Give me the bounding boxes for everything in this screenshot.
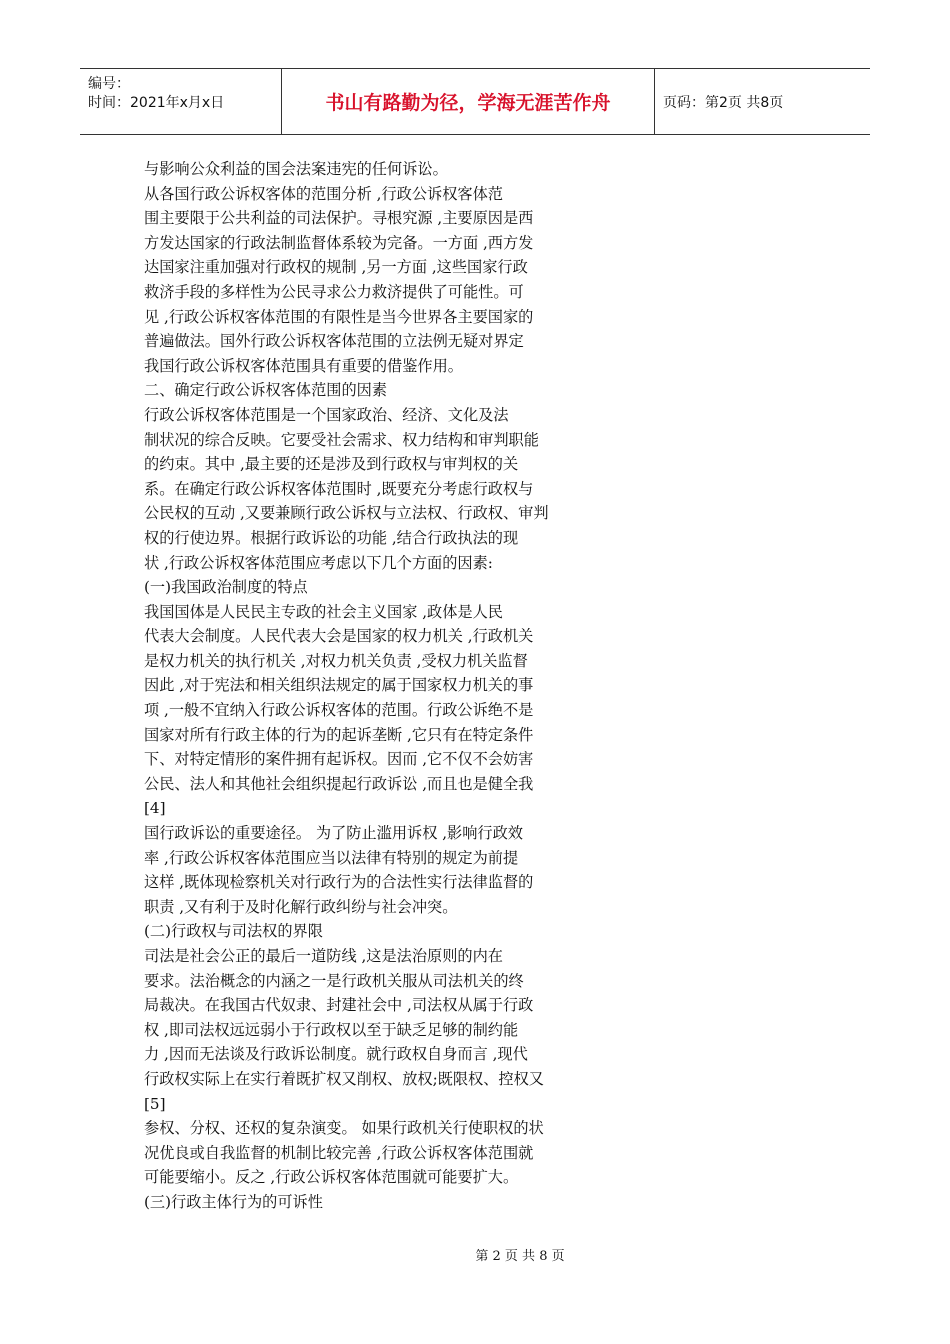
text-line: 权的行使边界。根据行政诉讼的功能 ,结合行政执法的现 <box>144 528 519 547</box>
text-line: 参权、分权、还权的复杂演变。 如果行政机关行使职权的状 <box>144 1119 544 1138</box>
text-line: 职责 ,又有利于及时化解行政纠纷与社会冲突。 <box>144 897 458 916</box>
header-page-number: 页码：第2页 共8页 <box>663 94 784 111</box>
text-line: [5] <box>144 1094 166 1113</box>
text-line: 方发达国家的行政法制监督体系较为完备。一方面 ,西方发 <box>144 233 534 252</box>
text-line: 状 ,行政公诉权客体范围应考虑以下几个方面的因素: <box>144 553 493 572</box>
text-line: 制状况的综合反映。它要受社会需求、权力结构和审判职能 <box>144 430 539 449</box>
text-line: 权 ,即司法权远远弱小于行政权以至于缺乏足够的制约能 <box>144 1020 519 1039</box>
text-line: (二)行政权与司法权的界限 <box>144 922 323 941</box>
text-line: [4] <box>144 799 166 818</box>
text-line: 普遍做法。国外行政公诉权客体范围的立法例无疑对界定 <box>144 332 524 351</box>
text-line: 系。在确定行政公诉权客体范围时 ,既要充分考虑行政权与 <box>144 479 534 498</box>
text-line: (三)行政主体行为的可诉性 <box>144 1192 323 1211</box>
text-line: 救济手段的多样性为公民寻求公力救济提供了可能性。可 <box>144 282 524 301</box>
text-line: 下、对特定情形的案件拥有起诉权。因而 ,它不仅不会妨害 <box>144 750 534 769</box>
text-line: 这样 ,既体现检察机关对行政行为的合法性实行法律监督的 <box>144 873 534 892</box>
text-line: 因此 ,对于宪法和相关组织法规定的属于国家权力机关的事 <box>144 676 534 695</box>
text-line: 的约束。其中 ,最主要的还是涉及到行政权与审判权的关 <box>144 455 519 474</box>
text-line: 从各国行政公诉权客体的范围分析 ,行政公诉权客体范 <box>144 184 503 203</box>
header-motto: 书山有路勤为径，学海无涯苦作舟 <box>282 69 655 134</box>
text-line: 围主要限于公共利益的司法保护。寻根究源 ,主要原因是西 <box>144 209 534 228</box>
document-time-label: 时间：2021年x月x日 <box>88 95 225 111</box>
text-line: 我国行政公诉权客体范围具有重要的借鉴作用。 <box>144 356 463 375</box>
text-line: 公民、法人和其他社会组织提起行政诉讼 ,而且也是健全我 <box>144 774 534 793</box>
text-line: 国行政诉讼的重要途径。 为了防止滥用诉权 ,影响行政效 <box>144 824 523 843</box>
page-footer: 第 2 页 共 8 页 <box>475 1249 565 1264</box>
text-line: 局裁决。在我国古代奴隶、封建社会中 ,司法权从属于行政 <box>144 996 534 1015</box>
page-header <box>80 68 870 135</box>
text-line: 行政公诉权客体范围是一个国家政治、经济、文化及法 <box>144 405 509 424</box>
text-line: 要求。法治概念的内涵之一是行政机关服从司法机关的终 <box>144 971 524 990</box>
text-line: 可能要缩小。反之 ,行政公诉权客体范围就可能要扩大。 <box>144 1168 519 1187</box>
text-line: 况优良或自我监督的机制比较完善 ,行政公诉权客体范围就 <box>144 1143 534 1162</box>
text-line: 二、确定行政公诉权客体范围的因素 <box>144 381 387 400</box>
text-line: 国家对所有行政主体的行为的起诉垄断 ,它只有在特定条件 <box>144 725 534 744</box>
document-number-label: 编号： <box>88 76 130 92</box>
text-line: 见 ,行政公诉权客体范围的有限性是当今世界各主要国家的 <box>144 307 534 326</box>
text-line: 行政权实际上在实行着既扩权又削权、放权;既限权、控权又 <box>144 1069 544 1088</box>
text-line: (一)我国政治制度的特点 <box>144 578 308 597</box>
text-line: 公民权的互动 ,又要兼顾行政公诉权与立法权、行政权、审判 <box>144 504 549 523</box>
text-line: 率 ,行政公诉权客体范围应当以法律有特别的规定为前提 <box>144 848 519 867</box>
text-line: 力 ,因而无法谈及行政诉讼制度。就行政权自身而言 ,现代 <box>144 1045 528 1064</box>
text-line: 代表大会制度。人民代表大会是国家的权力机关 ,行政机关 <box>144 627 534 646</box>
text-line: 项 ,一般不宜纳入行政公诉权客体的范围。行政公诉绝不是 <box>144 701 534 720</box>
text-line: 是权力机关的执行机关 ,对权力机关负责 ,受权力机关监督 <box>144 651 528 670</box>
text-line: 达国家注重加强对行政权的规制 ,另一方面 ,这些国家行政 <box>144 258 528 277</box>
header-meta <box>80 69 282 134</box>
document-body <box>144 157 604 1215</box>
text-line: 与影响公众利益的国会法案违宪的任何诉讼。 <box>144 160 448 178</box>
text-line: 我国国体是人民民主专政的社会主义国家 ,政体是人民 <box>144 602 503 621</box>
text-line: 司法是社会公正的最后一道防线 ,这是法治原则的内在 <box>144 947 503 965</box>
